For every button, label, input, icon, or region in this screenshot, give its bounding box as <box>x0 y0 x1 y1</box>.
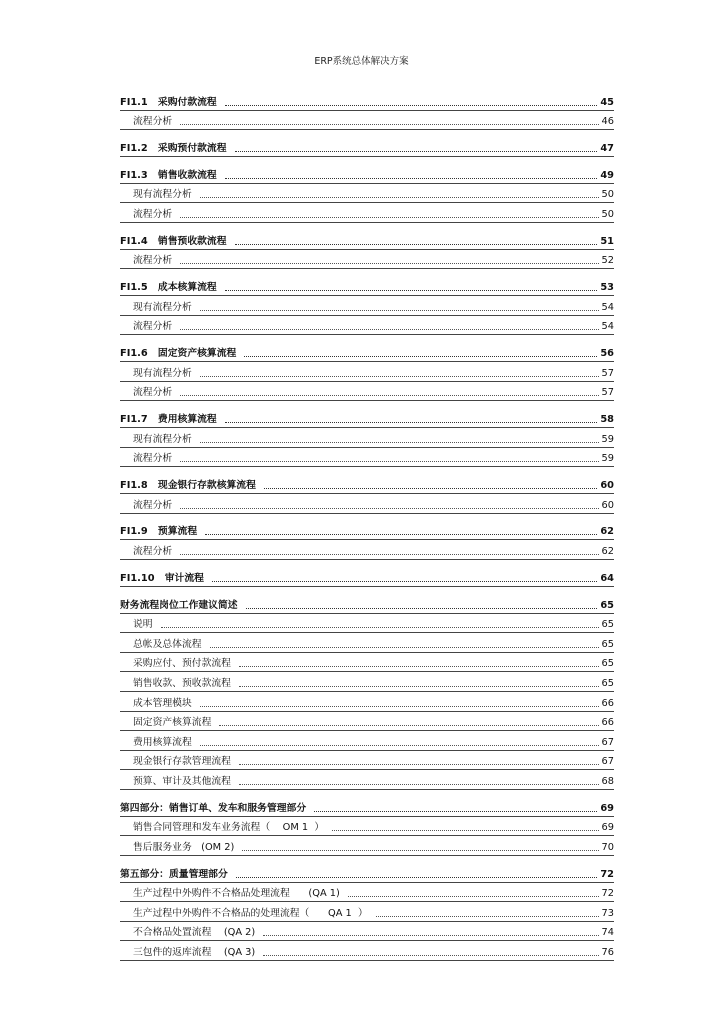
toc-page-number: 74 <box>601 927 614 939</box>
toc-dot-leader <box>225 290 598 291</box>
toc-page-number: 66 <box>601 717 614 729</box>
toc-page-number: 52 <box>601 255 614 267</box>
toc-section-entry[interactable] <box>120 342 614 362</box>
toc-entry-title: 现有流程分析 <box>133 189 192 201</box>
toc-entry-title: FI1.10 审计流程 <box>120 572 204 584</box>
toc-dot-leader <box>242 850 598 851</box>
toc-subsection-entry[interactable] <box>120 203 614 223</box>
toc-dot-leader <box>180 217 598 218</box>
toc-dot-leader <box>235 151 598 152</box>
toc-subsection-entry[interactable] <box>120 712 614 732</box>
toc-entry-title: 总帐及总体流程 <box>133 638 202 650</box>
toc-entry-title: 流程分析 <box>133 453 173 465</box>
toc-page-number: 65 <box>601 658 614 670</box>
toc-subsection-entry[interactable] <box>120 731 614 751</box>
toc-dot-leader <box>210 647 599 648</box>
toc-page-number: 53 <box>600 282 614 294</box>
toc-page-number: 65 <box>601 638 614 650</box>
toc-page-number: 50 <box>601 208 614 220</box>
toc-subsection-entry[interactable] <box>120 902 614 922</box>
toc-subsection-entry[interactable] <box>120 672 614 692</box>
toc-page-number: 62 <box>601 545 614 557</box>
toc-page-number: 69 <box>600 802 614 814</box>
toc-entry-title: FI1.3 销售收款流程 <box>120 169 217 181</box>
toc-page-number: 76 <box>601 947 614 958</box>
toc-page-number: 65 <box>601 619 614 631</box>
toc-page-number: 59 <box>601 453 614 465</box>
toc-section-entry[interactable] <box>120 863 614 883</box>
toc-entry-title: 生产过程中外购件不合格品处理流程 (QA 1) <box>133 888 340 900</box>
toc-entry-title: 生产过程中外购件不合格品的处理流程（ QA 1 ） <box>133 907 368 919</box>
toc-dot-leader <box>332 830 598 831</box>
toc-entry-title: 三包件的返库流程 (QA 3) <box>133 947 256 958</box>
toc-entry-title: 销售收款、预收款流程 <box>133 677 231 689</box>
toc-entry-title: FI1.4 销售预收款流程 <box>120 235 227 247</box>
toc-subsection-entry[interactable] <box>120 653 614 673</box>
toc-entry-title: FI1.7 费用核算流程 <box>120 414 217 426</box>
toc-dot-leader <box>225 422 598 423</box>
toc-subsection-entry[interactable] <box>120 922 614 942</box>
toc-entry-title: 流程分析 <box>133 499 173 511</box>
toc-dot-leader <box>236 877 598 878</box>
toc-subsection-entry[interactable] <box>120 751 614 771</box>
page-header: ERP系统总体解决方案 <box>314 56 409 67</box>
toc-page-number: 54 <box>601 321 614 333</box>
toc-entry-title: 流程分析 <box>133 321 173 333</box>
toc-section-entry[interactable] <box>120 164 614 184</box>
toc-entry-title: 采购应付、预付款流程 <box>133 658 231 670</box>
toc-dot-leader <box>180 461 598 462</box>
toc-dot-leader <box>200 706 599 707</box>
toc-dot-leader <box>205 534 597 535</box>
toc-page-number: 45 <box>600 96 614 108</box>
toc-entry-title: FI1.9 预算流程 <box>120 526 198 538</box>
toc-entry-title: 现金银行存款管理流程 <box>133 756 231 768</box>
toc-dot-leader <box>376 916 599 917</box>
toc-dot-leader <box>235 244 598 245</box>
toc-entry-title: FI1.1 采购付款流程 <box>120 96 217 108</box>
toc-entry-title: 售后服务业务 (OM 2) <box>133 841 235 853</box>
toc-subsection-entry[interactable] <box>120 883 614 903</box>
toc-dot-leader <box>200 376 599 377</box>
toc-dot-leader <box>180 554 598 555</box>
toc-dot-leader <box>264 488 597 489</box>
toc-entry-title: 第五部分：质量管理部分 <box>120 868 228 880</box>
toc-subsection-entry[interactable] <box>120 692 614 712</box>
toc-entry-title: 固定资产核算流程 <box>133 717 212 729</box>
toc-dot-leader <box>246 608 598 609</box>
toc-dot-leader <box>244 356 597 357</box>
toc-page-number: 68 <box>601 775 614 787</box>
toc-page-number: 49 <box>600 169 614 181</box>
toc-subsection-entry[interactable] <box>120 428 614 448</box>
toc-entry-title: 流程分析 <box>133 387 173 399</box>
toc-dot-leader <box>239 784 599 785</box>
toc-page-number: 72 <box>600 868 614 880</box>
toc-subsection-entry[interactable] <box>120 633 614 653</box>
toc-dot-leader <box>225 105 598 106</box>
toc-page-number: 70 <box>601 841 614 853</box>
toc-section-entry[interactable] <box>120 230 614 250</box>
toc-dot-leader <box>239 666 599 667</box>
toc-section-entry[interactable] <box>120 797 614 817</box>
toc-page-number: 47 <box>600 142 614 154</box>
toc-page-number: 54 <box>601 301 614 313</box>
toc-entry-title: 销售合同管理和发车业务流程（ OM 1 ） <box>133 822 325 834</box>
toc-dot-leader <box>200 197 599 198</box>
toc-dot-leader <box>200 745 599 746</box>
toc-page-number: 66 <box>601 697 614 709</box>
toc-section-entry[interactable] <box>120 567 614 587</box>
toc-page-number: 50 <box>601 189 614 201</box>
toc-subsection-entry[interactable] <box>120 494 614 514</box>
toc-page-number: 57 <box>601 367 614 379</box>
toc-subsection-entry[interactable] <box>120 817 614 837</box>
toc-dot-leader <box>239 764 599 765</box>
toc-entry-title: 现有流程分析 <box>133 301 192 313</box>
toc-dot-leader <box>161 627 599 628</box>
toc-page-number: 56 <box>600 348 614 360</box>
toc-subsection-entry[interactable] <box>120 448 614 468</box>
toc-entry-title: FI1.5 成本核算流程 <box>120 282 217 294</box>
toc-subsection-entry[interactable] <box>120 382 614 402</box>
toc-dot-leader <box>180 124 598 125</box>
toc-page-number: 64 <box>600 572 614 584</box>
toc-section-entry[interactable] <box>120 91 614 111</box>
toc-dot-leader <box>180 395 598 396</box>
toc-page-number: 51 <box>600 235 614 247</box>
toc-subsection-entry[interactable] <box>120 250 614 270</box>
table-of-contents <box>120 91 614 961</box>
toc-dot-leader <box>200 310 599 311</box>
toc-entry-title: FI1.8 现金银行存款核算流程 <box>120 480 256 491</box>
toc-entry-title: 费用核算流程 <box>133 736 192 748</box>
toc-subsection-entry[interactable] <box>120 836 614 856</box>
toc-section-entry[interactable] <box>120 474 614 494</box>
toc-entry-title: 第四部分：销售订单、发车和服务管理部分 <box>120 802 307 814</box>
toc-subsection-entry[interactable] <box>120 614 614 634</box>
toc-subsection-entry[interactable] <box>120 111 614 131</box>
toc-entry-title: 成本管理模块 <box>133 697 192 709</box>
toc-dot-leader <box>263 955 598 956</box>
toc-dot-leader <box>200 442 599 443</box>
toc-dot-leader <box>219 725 598 726</box>
toc-entry-title: FI1.6 固定资产核算流程 <box>120 348 237 360</box>
toc-dot-leader <box>263 935 598 936</box>
toc-subsection-entry[interactable] <box>120 362 614 382</box>
toc-section-entry[interactable] <box>120 594 614 614</box>
toc-entry-title: 预算、审计及其他流程 <box>133 775 231 787</box>
toc-dot-leader <box>314 811 597 812</box>
toc-page-number: 60 <box>600 480 614 491</box>
toc-subsection-entry[interactable] <box>120 184 614 204</box>
toc-entry-title: 现有流程分析 <box>133 433 192 445</box>
toc-page-number: 46 <box>601 116 614 128</box>
toc-page-number: 67 <box>601 756 614 768</box>
toc-dot-leader <box>212 581 597 582</box>
toc-entry-title: 说明 <box>133 619 153 631</box>
toc-entry-title: 流程分析 <box>133 116 173 128</box>
toc-dot-leader <box>180 263 598 264</box>
toc-subsection-entry[interactable] <box>120 941 614 961</box>
toc-page-number: 67 <box>601 736 614 748</box>
toc-section-entry[interactable] <box>120 521 614 541</box>
toc-section-entry[interactable] <box>120 137 614 157</box>
toc-entry-title: 流程分析 <box>133 208 173 220</box>
toc-dot-leader <box>348 896 599 897</box>
toc-entry-title: 财务流程岗位工作建议简述 <box>120 599 238 611</box>
toc-dot-leader <box>180 508 598 509</box>
toc-dot-leader <box>180 329 598 330</box>
toc-section-entry[interactable] <box>120 277 614 297</box>
toc-dot-leader <box>225 178 598 179</box>
toc-subsection-entry[interactable] <box>120 296 614 316</box>
toc-subsection-entry[interactable] <box>120 540 614 560</box>
toc-entry-title: 现有流程分析 <box>133 367 192 379</box>
toc-entry-title: 流程分析 <box>133 255 173 267</box>
toc-page-number: 65 <box>600 599 614 611</box>
toc-entry-title: 不合格品处置流程 (QA 2) <box>133 927 256 939</box>
toc-page-number: 57 <box>601 387 614 399</box>
toc-entry-title: FI1.2 采购预付款流程 <box>120 142 227 154</box>
toc-dot-leader <box>239 686 599 687</box>
toc-subsection-entry[interactable] <box>120 770 614 790</box>
toc-page-number: 73 <box>601 907 614 919</box>
toc-page-number: 59 <box>601 433 614 445</box>
toc-page-number: 58 <box>600 414 614 426</box>
toc-subsection-entry[interactable] <box>120 316 614 336</box>
toc-page-number: 60 <box>601 499 614 511</box>
toc-page-number: 65 <box>601 677 614 689</box>
toc-entry-title: 流程分析 <box>133 545 173 557</box>
toc-page-number: 69 <box>601 822 614 834</box>
toc-page-number: 72 <box>601 888 614 900</box>
toc-section-entry[interactable] <box>120 408 614 428</box>
toc-page-number: 62 <box>600 526 614 538</box>
